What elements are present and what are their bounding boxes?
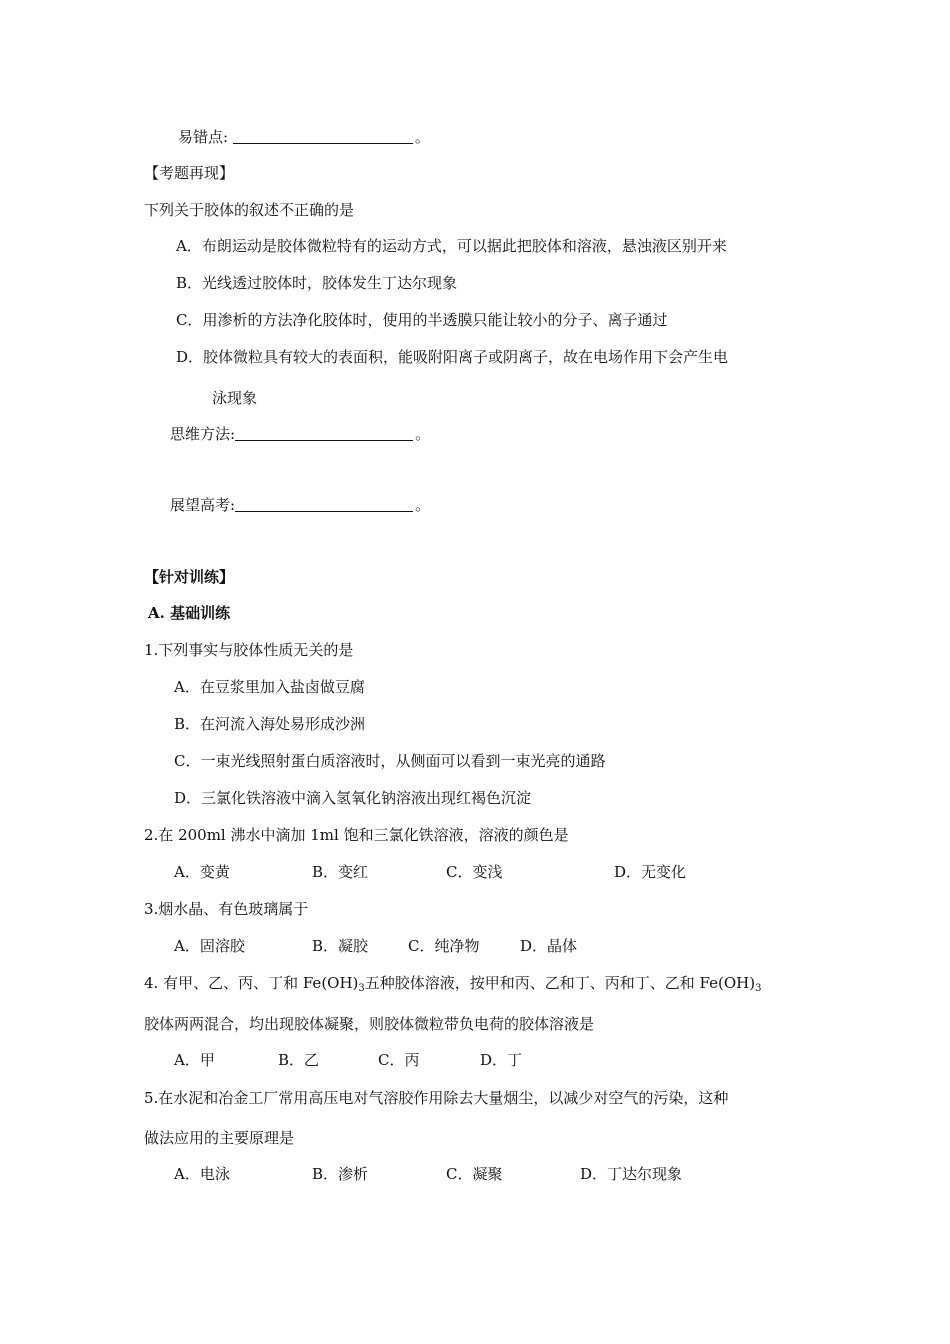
exam-option-c: C．用渗析的方法净化胶体时，使用的半透膜只能让较小的分子、离子通过 — [176, 311, 668, 329]
exam-option-d-line2: 泳现象 — [212, 389, 258, 407]
exam-option-b: B．光线透过胶体时，胶体发生丁达尔现象 — [176, 274, 458, 292]
q1-stem: 1.下列事实与胶体性质无关的是 — [144, 641, 354, 659]
mistake-label: 易错点: — [178, 128, 229, 146]
q4-stem-line1 — [144, 973, 761, 993]
q3-stem: 3.烟水晶、有色玻璃属于 — [144, 900, 309, 918]
q4-option-a: A．甲 — [174, 1051, 215, 1069]
q1-option-a: A．在豆浆里加入盐卤做豆腐 — [174, 678, 365, 696]
q1-option-b: B．在河流入海处易形成沙洲 — [174, 715, 366, 733]
q1-option-c: C．一束光线照射蛋白质溶液时，从侧面可以看到一束光亮的通路 — [174, 752, 606, 770]
training-subheading: A. 基础训练 — [148, 604, 231, 622]
q2-option-d: D．无变化 — [614, 863, 687, 881]
outlook-blank[interactable] — [235, 496, 413, 512]
q3-option-d: D．晶体 — [520, 937, 578, 955]
q5-option-a: A．电泳 — [174, 1165, 230, 1183]
q3-option-c: C．纯净物 — [408, 937, 480, 955]
q1-option-d: D．三氯化铁溶液中滴入氢氧化钠溶液出现红褐色沉淀 — [174, 789, 532, 807]
exam-option-d-line1: D．胶体微粒具有较大的表面积，能吸附阳离子或阴离子，故在电场作用下会产生电 — [176, 348, 729, 366]
q5-stem-line2: 做法应用的主要原理是 — [144, 1129, 295, 1147]
q4-stem-part1: 4. 有甲、乙、丙、丁和 Fe(OH) — [144, 974, 359, 992]
q5-option-d: D．丁达尔现象 — [580, 1165, 683, 1183]
mistake-blank[interactable] — [233, 128, 413, 144]
q4-stem-line2: 胶体两两混合，均出现胶体凝聚，则胶体微粒带负电荷的胶体溶液是 — [144, 1015, 595, 1033]
thinking-line — [170, 424, 430, 444]
q4-option-b: B．乙 — [278, 1051, 320, 1069]
outlook-line — [170, 495, 430, 515]
q2-option-c: C．变浅 — [446, 863, 503, 881]
mistake-line — [178, 127, 430, 147]
q3-option-b: B．凝胶 — [312, 937, 369, 955]
end-mark: 。 — [415, 496, 431, 514]
exam-question-stem: 下列关于胶体的叙述不正确的是 — [144, 201, 355, 219]
q5-option-c: C．凝聚 — [446, 1165, 503, 1183]
q2-option-a: A．变黄 — [174, 863, 230, 881]
q5-option-b: B．渗析 — [312, 1165, 369, 1183]
q2-stem: 2.在 200ml 沸水中滴加 1ml 饱和三氯化铁溶液，溶液的颜色是 — [144, 826, 569, 844]
training-heading: 【针对训练】 — [144, 568, 235, 586]
q4-stem-part2: 五种胶体溶液，按甲和丙、乙和丁、丙和丁、乙和 Fe(OH) — [364, 974, 756, 992]
q4-subscript-1: 3 — [358, 983, 365, 994]
q5-stem-line1: 5.在水泥和冶金工厂常用高压电对气溶胶作用除去大量烟尘，以减少对空气的污染，这种 — [144, 1089, 729, 1107]
q4-option-d: D．丁 — [480, 1051, 523, 1069]
thinking-blank[interactable] — [235, 425, 413, 441]
exam-option-a: A．布朗运动是胶体微粒特有的运动方式，可以据此把胶体和溶液，悬浊液区别开来 — [176, 237, 727, 255]
exam-review-heading: 【考题再现】 — [144, 164, 235, 182]
thinking-label: 思维方法: — [170, 425, 236, 443]
q4-subscript-2: 3 — [755, 983, 762, 994]
q2-option-b: B．变红 — [312, 863, 369, 881]
end-mark: 。 — [415, 425, 431, 443]
end-mark: 。 — [414, 128, 430, 146]
outlook-label: 展望高考: — [170, 496, 236, 514]
q4-option-c: C．丙 — [378, 1051, 420, 1069]
q3-option-a: A．固溶胶 — [174, 937, 245, 955]
